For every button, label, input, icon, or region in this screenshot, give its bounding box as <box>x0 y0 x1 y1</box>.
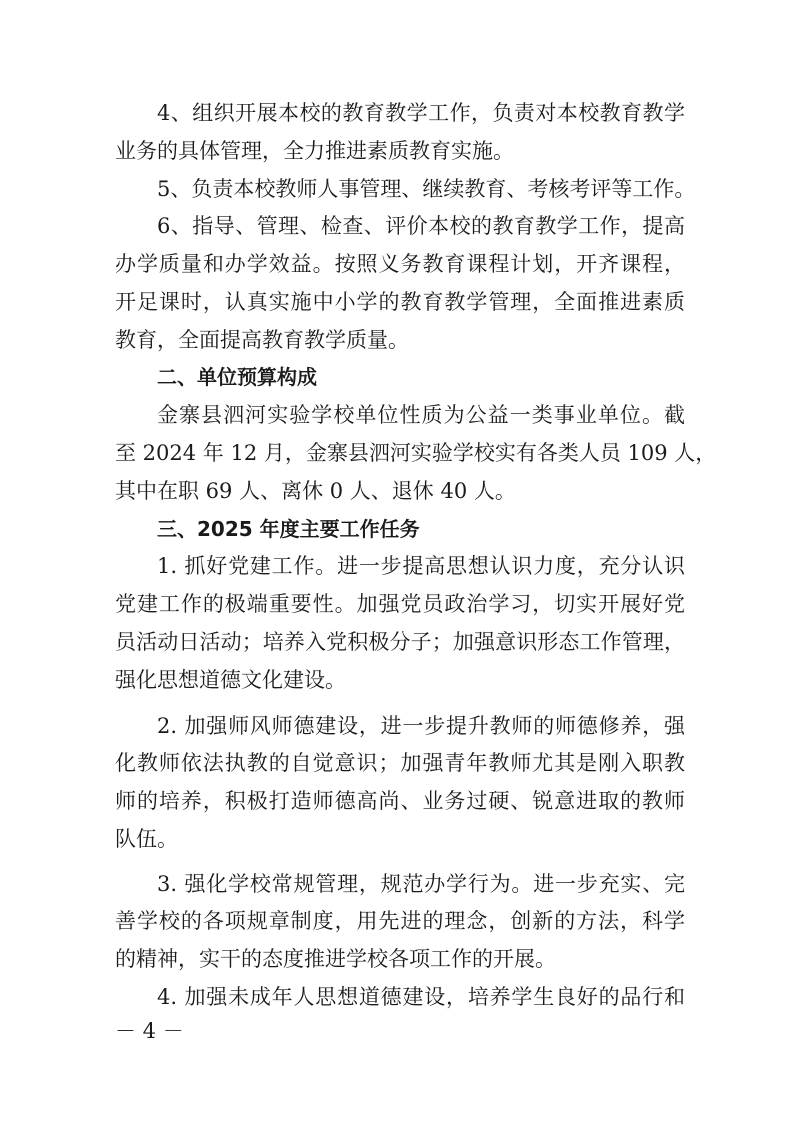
text-line: 员活动日活动；培养入党积极分子；加强意识形态工作管理， <box>115 630 685 654</box>
section-heading: 三、2025 年度主要工作任务 <box>157 517 420 541</box>
text-line: 4. 加强未成年人思想道德建设，培养学生良好的品行和 <box>157 985 685 1009</box>
section-heading: 二、单位预算构成 <box>157 365 317 389</box>
text-line: 至 2024 年 12 月，金寨县泗河实验学校实有各类人员 109 人， <box>115 441 717 465</box>
text-line: 业务的具体管理，全力推进素质教育实施。 <box>115 139 514 163</box>
text-line: 教育，全面提高教育教学质量。 <box>115 328 409 352</box>
text-line: 强化思想道德文化建设。 <box>115 668 346 692</box>
text-line: 开足课时，认真实施中小学的教育教学管理，全面推进素质 <box>115 290 685 314</box>
text-line: 善学校的各项规章制度，用先进的理念，创新的方法，科学 <box>115 909 685 933</box>
text-line: 党建工作的极端重要性。加强党员政治学习，切实开展好党 <box>115 592 685 616</box>
text-line: 5、负责本校教师人事管理、继续教育、考核考评等工作。 <box>157 177 696 201</box>
text-line: 办学质量和办学效益。按照义务教育课程计划，开齐课程， <box>115 252 685 276</box>
text-line: 队伍。 <box>115 827 178 851</box>
page-number: － 4 － <box>115 1019 184 1043</box>
text-line: 化教师依法执教的自觉意识；加强青年教师尤其是刚入职教 <box>115 751 685 775</box>
text-line: 3. 强化学校常规管理，规范办学行为。进一步充实、完 <box>157 872 685 896</box>
text-line: 金寨县泗河实验学校单位性质为公益一类事业单位。截 <box>157 403 685 427</box>
text-line: 4、组织开展本校的教育教学工作，负责对本校教育教学 <box>157 101 685 125</box>
text-line: 师的培养，积极打造师德高尚、业务过硬、锐意进取的教师 <box>115 789 685 813</box>
text-line: 的精神，实干的态度推进学校各项工作的开展。 <box>115 947 556 971</box>
text-line: 其中在职 69 人、离休 0 人、退休 40 人。 <box>115 479 516 503</box>
text-line: 6、指导、管理、检查、评价本校的教育教学工作，提高 <box>157 214 685 238</box>
text-line: 2. 加强师风师德建设，进一步提升教师的师德修养，强 <box>157 714 685 738</box>
text-line: 1. 抓好党建工作。进一步提高思想认识力度，充分认识 <box>157 554 685 578</box>
